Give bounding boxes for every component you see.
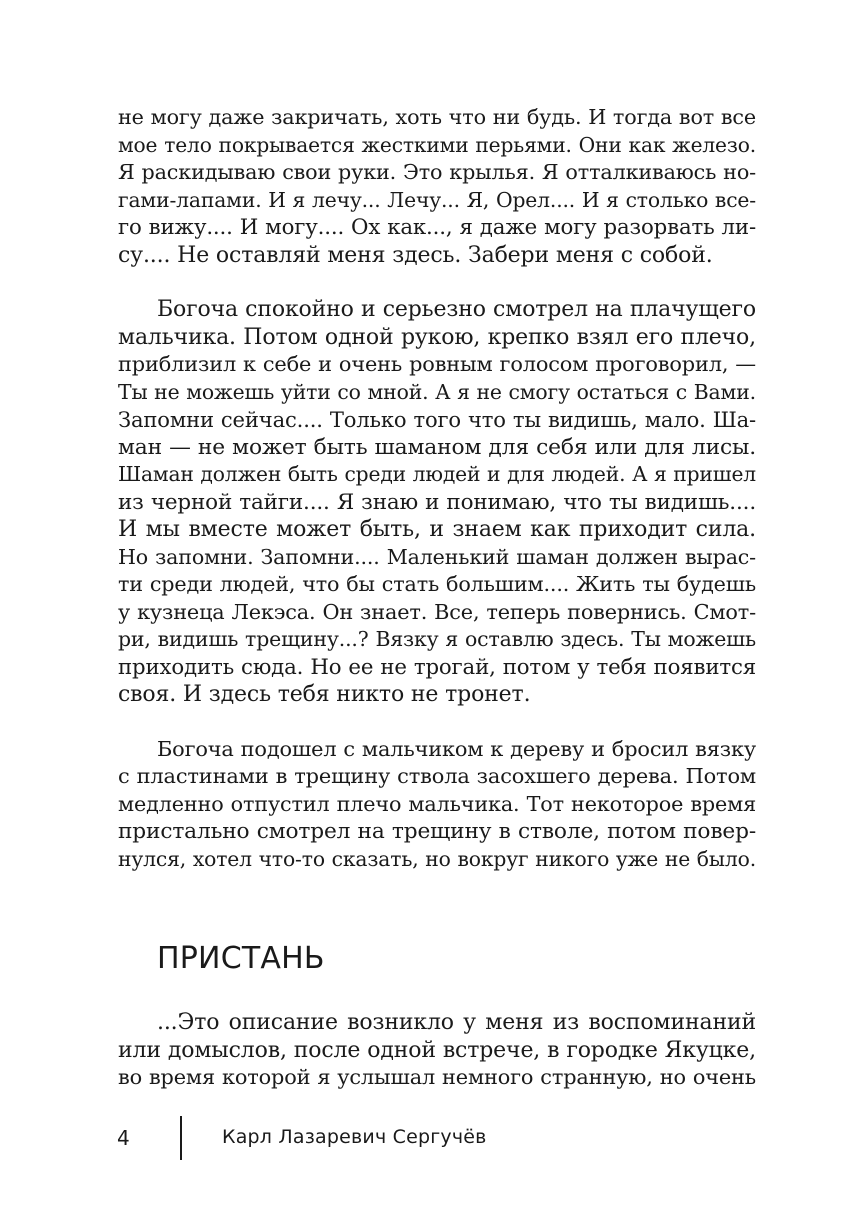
paragraph-2 <box>118 296 756 709</box>
text-line: гами-лапами. И я лечу... Лечу... Я, Орел.... И я столько все- <box>118 187 756 212</box>
text-line: приходить сюда. Но ее не трогай, потом у тебя появится <box>118 654 756 680</box>
text-line: го вижу.... И могу.... Ох как..., я даже могу разорвать ли- <box>118 215 756 240</box>
text-line: у кузнеца Лекэса. Он знает. Все, теперь повернись. Смот- <box>118 599 756 624</box>
text-line: пристально смотрел на трещину в стволе, потом повер- <box>118 819 756 844</box>
text-line: Запомни сейчас.... Только того что ты видишь, мало. Ша- <box>118 407 756 432</box>
text-line: нулся, хотел что-то сказать, но вокруг никого уже не было. <box>118 846 756 871</box>
text-line: Шаман должен быть среди людей и для людей. А я пришел <box>118 462 756 486</box>
text-line: су.... Не оставляй меня здесь. Забери меня с собой. <box>118 242 713 268</box>
text-line: с пластинами в трещину ствола засохшего дерева. Потом <box>118 764 756 788</box>
section-paragraph <box>118 1009 756 1092</box>
text-line: Но запомни. Запомни.... Маленький шаман должен вырас- <box>118 544 756 569</box>
text-line: медленно отпустил плечо мальчика. Тот некоторое время <box>118 791 756 816</box>
author-name: Карл Лазаревич Сергучёв <box>222 1126 487 1148</box>
paragraph-3 <box>118 736 756 874</box>
paragraph-1 <box>118 104 756 269</box>
text-line: во время которой я услышал немного странную, но очень <box>118 1065 756 1089</box>
page-number: 4 <box>117 1126 130 1150</box>
page-footer <box>0 1116 856 1160</box>
text-line: ...Это описание возникло у меня из воспоминаний <box>157 1010 756 1035</box>
text-line: или домыслов, после одной встрече, в городке Якуцке, <box>118 1037 756 1063</box>
text-line: из черной тайги.... Я знаю и понимаю, что ты видишь.... <box>118 489 756 515</box>
text-line: приблизил к себе и очень ровным голосом проговорил, — <box>118 352 756 376</box>
text-line: не могу даже закричать, хоть что ни будь. И тогда вот все <box>118 105 756 129</box>
text-line: мальчика. Потом одной рукою, крепко взял его плечо, <box>118 324 756 350</box>
text-line: ти среди людей, что бы стать большим.... Жить ты будешь <box>118 572 756 596</box>
text-line: ман — не может быть шаманом для себя или для лисы. <box>118 434 756 460</box>
text-line: Я раскидываю свои руки. Это крылья. Я отталкиваюсь но- <box>118 160 756 184</box>
text-line: своя. И здесь тебя никто не тронет. <box>118 682 531 707</box>
text-line: И мы вместе может быть, и знаем как приходит сила. <box>118 517 756 542</box>
page-body <box>118 104 756 1092</box>
text-line: Ты не можешь уйти со мной. А я не смогу остаться с Вами. <box>118 379 756 404</box>
text-line: мое тело покрывается жесткими перьями. Они как железо. <box>118 132 756 157</box>
text-line: Богоча спокойно и серьезно смотрел на плачущего <box>157 297 756 322</box>
section-heading: ПРИСТАНЬ <box>157 941 325 976</box>
footer-divider <box>180 1116 182 1160</box>
text-line: ри, видишь трещину...? Вязку я оставлю здесь. Ты можешь <box>118 627 756 651</box>
text-line: Богоча подошел с мальчиком к дереву и бросил вязку <box>157 736 756 761</box>
